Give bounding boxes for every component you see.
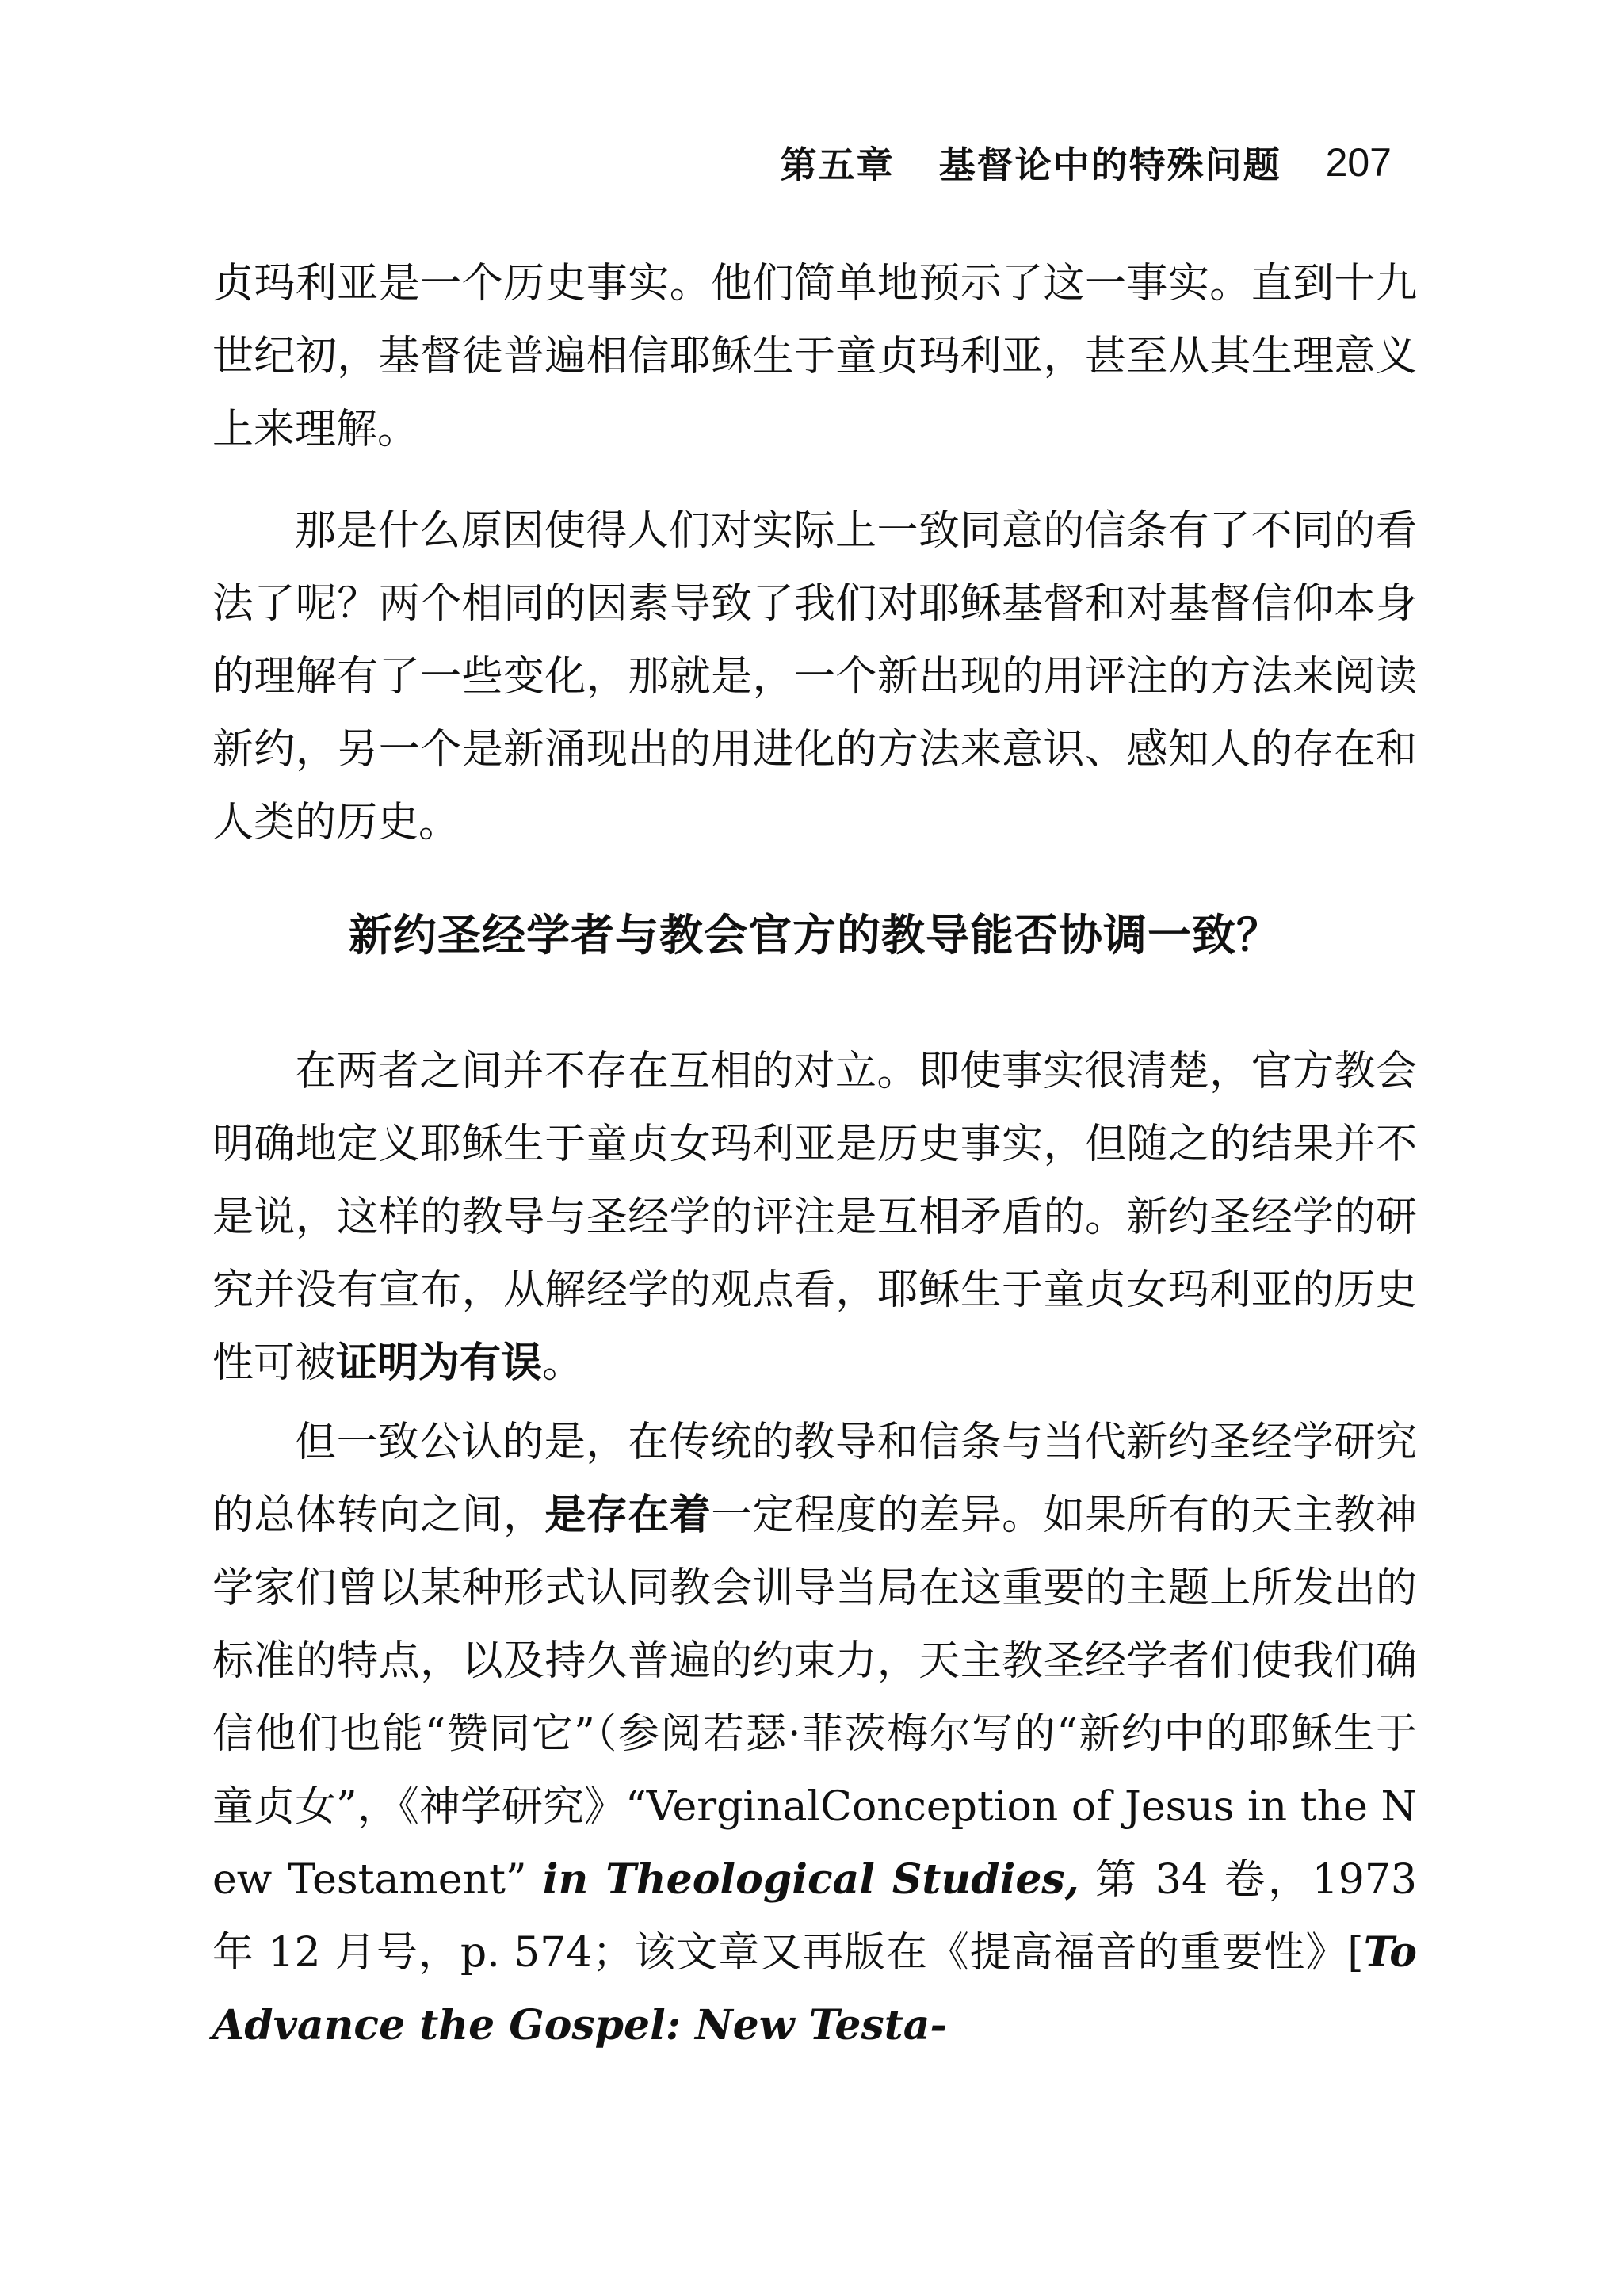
- paragraph-4: [212, 1406, 1417, 2062]
- paragraph-3: [212, 1035, 1417, 1400]
- paragraph-2: 那是什么原因使得人们对实际上一致同意的信条有了不同的看法了呢？两个相同的因素导致了我们对耶稣基督和对基督信仰本身的理解有了一些变化，那就是，一个新出现的用评注的方法来阅读新约，另一个是新涌现出的用进化的方法来意识、感知人的存在和人类的历史。: [212, 507, 1417, 846]
- paragraph-4-text-3: 第 34 卷，1973 年 12 月号，p. 574；该文章又再版在《提高福音的重要性》[: [212, 1856, 1418, 1977]
- paragraph-1: 贞玛利亚是一个历史事实。他们简单地预示了这一事实。直到十九世纪初，基督徒普遍相信耶稣生于童贞玛利亚，甚至从其生理意义上来理解。: [212, 260, 1417, 453]
- paragraph-3-emphasis: 证明为有误: [336, 1339, 543, 1387]
- paragraph-3-end: 。: [542, 1339, 584, 1387]
- page-number: 207: [1325, 140, 1392, 185]
- paragraph-4-text-1: 但一致公认的是，在传统的教导和信条与当代新约圣经学研究的总体转向之间，: [212, 1419, 1417, 1539]
- chapter-label: 第五章: [780, 143, 895, 186]
- paragraph-4-emphasis: 是存在着: [544, 1491, 712, 1539]
- section-heading: 新约圣经学者与教会官方的教导能否协调一致？: [348, 910, 1281, 961]
- paragraph-3-text: 在两者之间并不存在互相的对立。即使事实很清楚，官方教会明确地定义耶稣生于童贞女玛利亚是历史事实，但随之的结果并不是说，这样的教导与圣经学的评注是互相矛盾的。新约圣经学的研究并没有宣布，从解经学的观点看，耶稣生于童贞女玛利亚的历史性可被: [212, 1048, 1417, 1387]
- journal-title: in Theological Studies,: [542, 1855, 1079, 1904]
- section-title: 基督论中的特殊问题: [938, 143, 1281, 186]
- book-title: To Advance the Gospel: New Testa-: [212, 1928, 1417, 2050]
- running-header: [781, 133, 1392, 192]
- paragraph-4-text-2: 一定程度的差异。如果所有的天主教神学家们曾以某种形式认同教会训导当局在这重要的主题上所发出的标准的特点，以及持久普遍的约束力，天主教圣经学者们使我们确信他们也能“赞同它”（参阅若瑟·菲茨梅尔写的“新约中的耶稣生于童贞女”，《神学研究》“VerginalConception of Jesus in the New Testament”: [212, 1492, 1417, 1904]
